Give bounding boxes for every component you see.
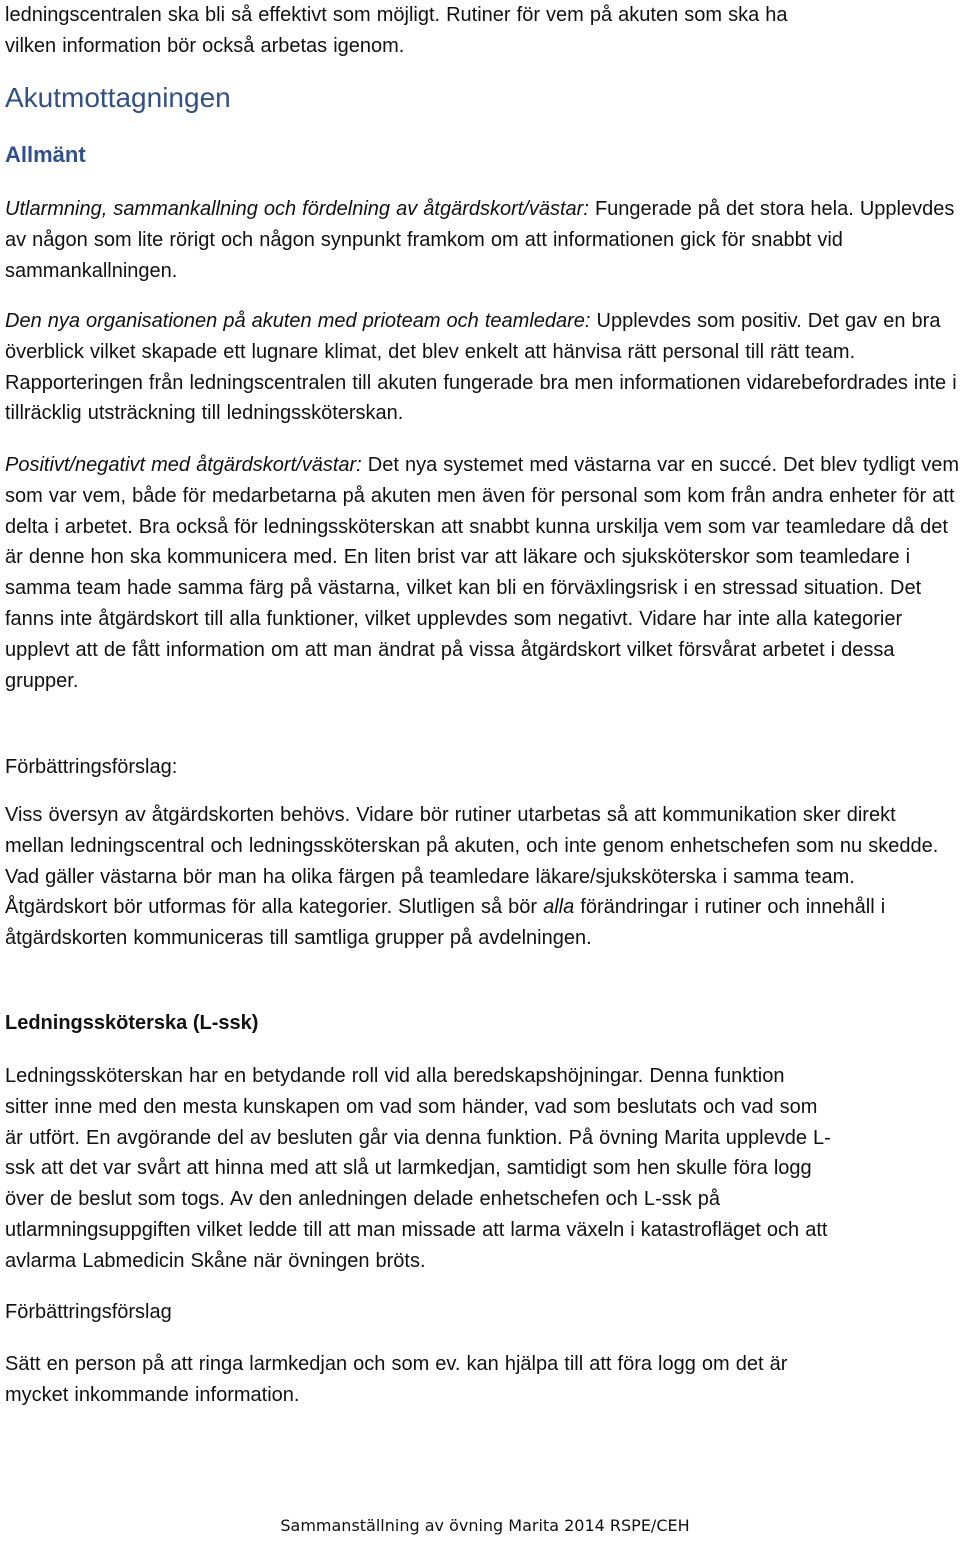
alarm-paragraph <box>5 194 960 286</box>
lssk-heading: Ledningssköterska (L-ssk) <box>5 1012 259 1034</box>
improvements-text-1a: Viss översyn av åtgärdskorten behövs. Vidare bör rutiner utarbetas så att kommunikation sker direkt mellan ledningscentral och ledningssköterskan på akuten, och inte genom enhetschefen som nu skedde. Vad gäller västarna bör man ha olika färgen på teamledare läkare/sjuksköterska i samma team. Åtgärdskort bör utformas för alla kategorier. Slutligen så bör <box>5 804 939 919</box>
alarm-label: Utlarmning, sammankallning och fördelning av åtgärdskort/västar: <box>5 198 589 220</box>
improvements-paragraph-2 <box>5 1349 960 1411</box>
improvements-paragraph-1 <box>5 800 960 954</box>
vests-text: Det nya systemet med västarna var en succé. Det blev tydligt vem som var vem, både för medarbetarna på akuten men även för personal som kom från andra enheter för att delta i arbetet. Bra också för ledningssköterskan att snabbt kunna urskilja vem som var teamledare då det är denne hon ska kommunicera med. En liten brist var att läkare och sjuksköterskor som teamledare i samma team hade samma färg på västarna, vilket kan bli en förväxlingsrisk i en stressad situation. Det fanns inte åtgärdskort till alla funktioner, vilket upplevdes som negativt. Vidare har inte alla kategorier upplevt att de fått information om att man ändrat på vissa åtgärdskort vilket försvårat arbetet i dessa grupper. <box>5 454 960 692</box>
lssk-line-5: över de beslut som togs. Av den anledningen delade enhetschefen och L-ssk på <box>5 1188 721 1211</box>
improvements-2-line-1: Sätt en person på att ringa larmkedjan och som ev. kan hjälpa till att föra logg om det är <box>5 1353 788 1375</box>
improvements-2-line-2: mycket inkommande information. <box>5 1383 300 1406</box>
improvements-text-1b: förändringar i rutiner och innehåll i åtgärdskorten kommuniceras till samtliga grupper på avdelningen. <box>5 896 886 950</box>
lssk-line-6: utlarmningsuppgiften vilket ledde till att man missade att larma växeln i katastrofläget och att <box>5 1218 828 1241</box>
section-title: Akutmottagningen <box>5 82 231 113</box>
lssk-line-2: sitter inne med den mesta kunskapen om vad som händer, vad som beslutats och vad som <box>5 1095 818 1118</box>
intro-line-1: ledningscentralen ska bli så effektivt som möjligt. Rutiner för vem på akuten som ska ha <box>5 4 788 26</box>
lssk-line-3: är utfört. En avgörande del av besluten går via denna funktion. På övning Marita upplevde L- <box>5 1126 831 1149</box>
vests-paragraph <box>5 450 960 696</box>
intro-paragraph <box>5 0 960 62</box>
alarm-text: Fungerade på det stora hela. Upplevdes av någon som lite rörigt och någon synpunkt framkom om att informationen gick för snabbt vid sammankallningen. <box>5 198 955 282</box>
intro-line-2: vilken information bör också arbetas igenom. <box>5 34 405 57</box>
lssk-line-4: ssk att det var svårt att hinna med att slå ut larmkedjan, samtidigt som hen skulle föra logg <box>5 1157 812 1180</box>
organisation-paragraph <box>5 306 960 429</box>
organisation-label: Den nya organisationen på akuten med prioteam och teamledare: <box>5 310 591 332</box>
page-footer: Sammanställning av övning Marita 2014 RSPE/CEH <box>280 1516 690 1535</box>
lssk-line-1: Ledningssköterskan har en betydande roll vid alla beredskapshöjningar. Denna funktion <box>5 1065 785 1087</box>
organisation-text: Upplevdes som positiv. Det gav en bra överblick vilket skapade ett lugnare klimat, det blev enkelt att hänvisa rätt personal till rätt team. Rapporteringen från ledningscentralen till akuten fungerade bra men informationen vidarebefordrades inte i tillräcklig utsträckning till ledningssköterskan. <box>5 310 957 425</box>
improvements-heading-1: Förbättringsförslag: <box>5 756 178 778</box>
improvements-heading-2: Förbättringsförslag <box>5 1301 172 1323</box>
lssk-line-7: avlarma Labmedicin Skåne när övningen bröts. <box>5 1249 426 1272</box>
subsection-title: Allmänt <box>5 142 86 167</box>
vests-label: Positivt/negativt med åtgärdskort/västar: <box>5 454 362 476</box>
improvements-text-1-italic: alla <box>543 896 575 919</box>
lssk-paragraph <box>5 1061 960 1277</box>
